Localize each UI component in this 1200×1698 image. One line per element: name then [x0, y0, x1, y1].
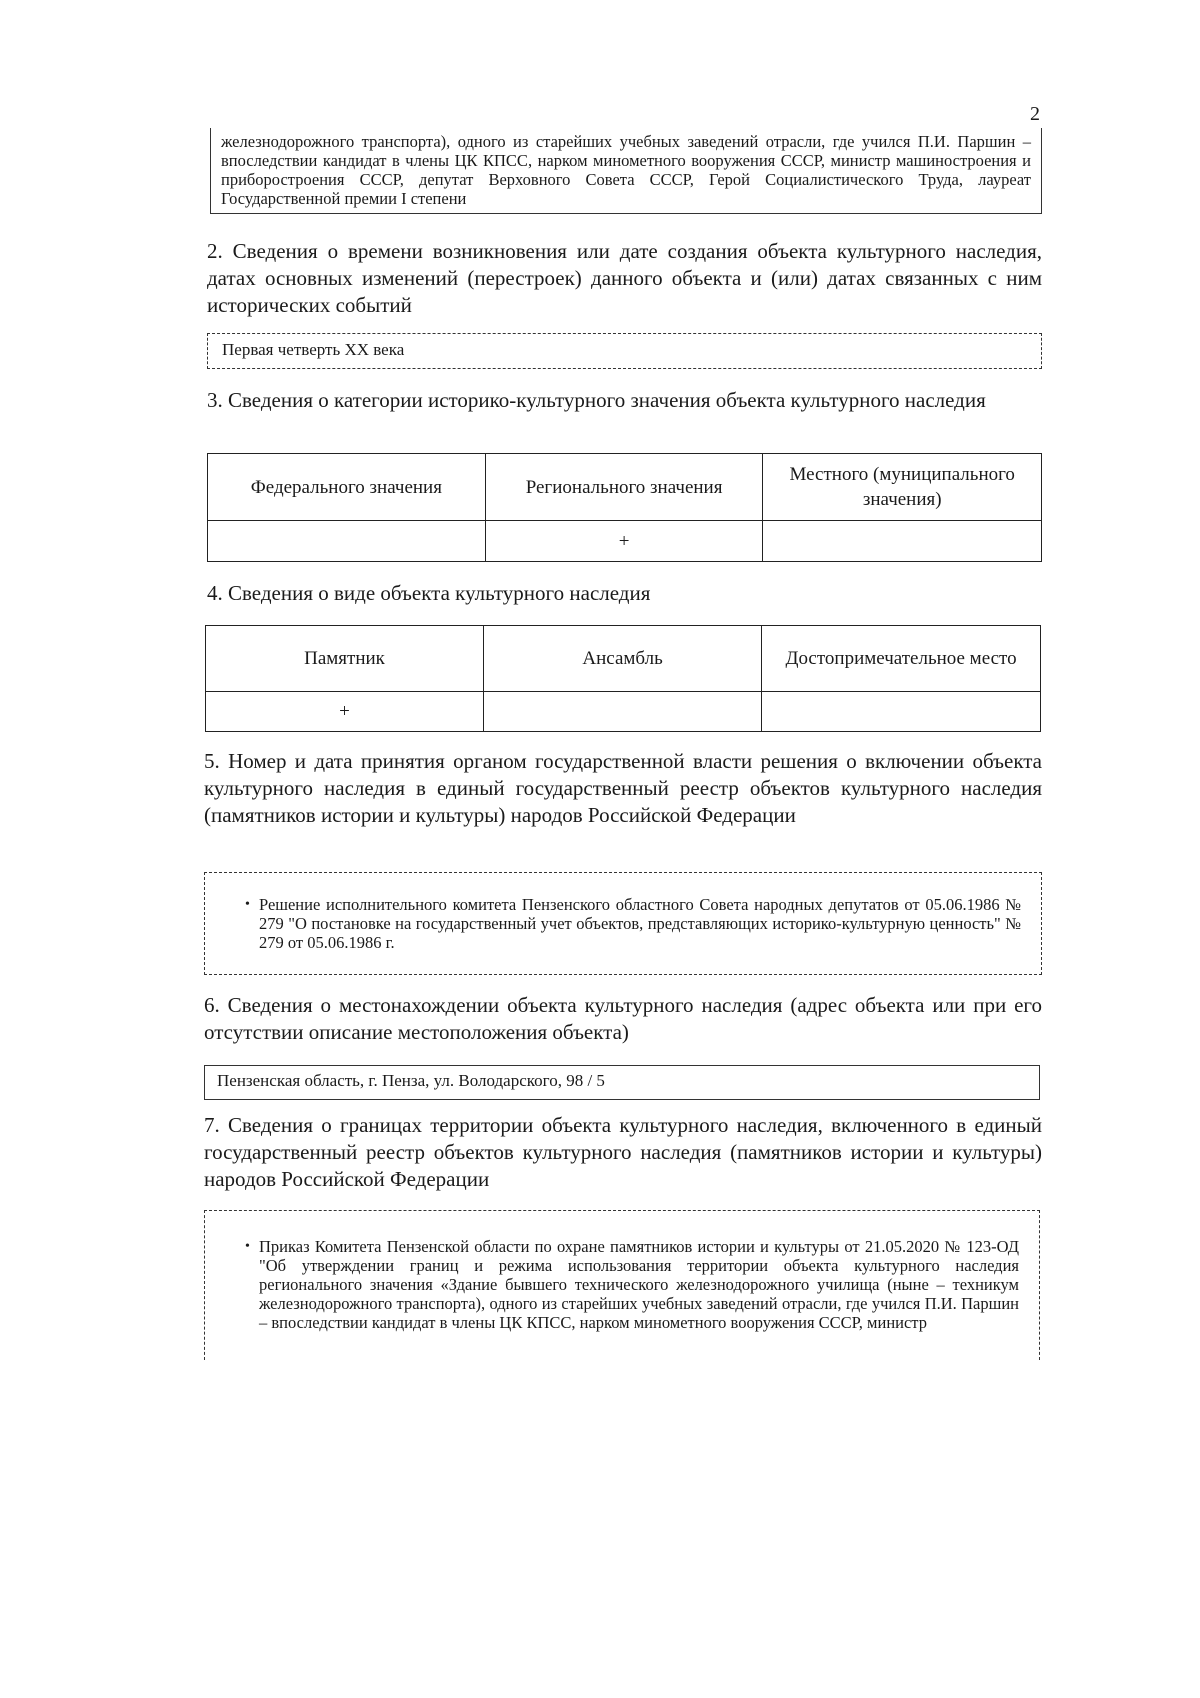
list-item — [245, 1237, 1019, 1332]
value-landmark — [762, 692, 1041, 732]
page-number: 2 — [1030, 103, 1040, 125]
column-monument: Памятник — [206, 626, 484, 692]
table-header-row — [208, 454, 1042, 521]
table-row — [208, 521, 1042, 562]
column-regional: Регионального значения — [485, 454, 763, 521]
value-regional: + — [485, 521, 763, 562]
value-monument: + — [206, 692, 484, 732]
object-name-continuation-box — [210, 128, 1042, 214]
value-federal — [208, 521, 486, 562]
list-item — [245, 895, 1021, 952]
address-box — [204, 1065, 1040, 1100]
significance-category-table — [207, 453, 1042, 562]
object-name-continuation-text: железнодорожного транспорта), одного из старейших учебных заведений отрасли, где учился П.И. Паршин – впоследствии кандидат в члены ЦК КПСС, нарком минометного вооружения СССР, министр машиностроения и приборостроения СССР, депутат Верховного Совета СССР, Герой Социалистического Труда, лауреат Государственной премии I степени — [221, 132, 1031, 208]
column-ensemble: Ансамбль — [484, 626, 762, 692]
section-7-heading: 7. Сведения о границах территории объекта культурного наследия, включенного в единый государственный реестр объектов культурного наследия (памятников истории и культуры) народов Российской Федерации — [204, 1113, 1042, 1191]
registry-decision-text: Решение исполнительного комитета Пензенского областного Совета народных депутатов от 05.06.1986 № 279 "О постановке на государственный учет объектов, представляющих историко-культурную ценность" № 279 от 05.06.1986 г. — [259, 895, 1021, 952]
column-local: Местного (муниципального значения) — [763, 454, 1042, 521]
bullet-icon: • — [245, 897, 250, 912]
address-value: Пензенская область, г. Пенза, ул. Володарского, 98 / 5 — [217, 1071, 605, 1090]
section-6-heading: 6. Сведения о местонахождении объекта культурного наследия (адрес объекта или при его отсутствии описание местоположения объекта) — [204, 993, 1042, 1044]
territory-order-text: Приказ Комитета Пензенской области по охране памятников истории и культуры от 21.05.2020 № 123-ОД "Об утверждении границ и режима использования территории объекта культурного наследия регионального значения «Здание бывшего технического железнодорожного училища (ныне – техникум железнодорожного транспорта), одного из старейших учебных заведений отрасли, где учился П.И. Паршин – впоследствии кандидат в члены ЦК КПСС, нарком минометного вооружения СССР, министр — [259, 1237, 1019, 1332]
column-federal: Федерального значения — [208, 454, 486, 521]
territory-boundaries-box — [204, 1210, 1040, 1360]
table-header-row — [206, 626, 1041, 692]
section-3-heading: 3. Сведения о категории историко-культурного значения объекта культурного наследия — [207, 388, 986, 412]
value-ensemble — [484, 692, 762, 732]
creation-date-value: Первая четверть XX века — [222, 340, 405, 359]
table-row — [206, 692, 1041, 732]
section-2-heading: 2. Сведения о времени возникновения или дате создания объекта культурного наследия, датах основных изменений (перестроек) данного объекта и (или) датах связанных с ним исторических событий — [207, 239, 1042, 317]
section-4-heading: 4. Сведения о виде объекта культурного наследия — [207, 581, 651, 605]
object-type-table — [205, 625, 1041, 732]
value-local — [763, 521, 1042, 562]
bullet-icon: • — [245, 1239, 250, 1254]
registry-decision-box — [204, 872, 1042, 975]
section-5-heading: 5. Номер и дата принятия органом государственной власти решения о включении объекта культурного наследия в единый государственный реестр объектов культурного наследия (памятников истории и культуры) народов Российской Федерации — [204, 749, 1042, 827]
creation-date-box — [207, 333, 1042, 369]
column-landmark: Достопримечательное место — [762, 626, 1041, 692]
